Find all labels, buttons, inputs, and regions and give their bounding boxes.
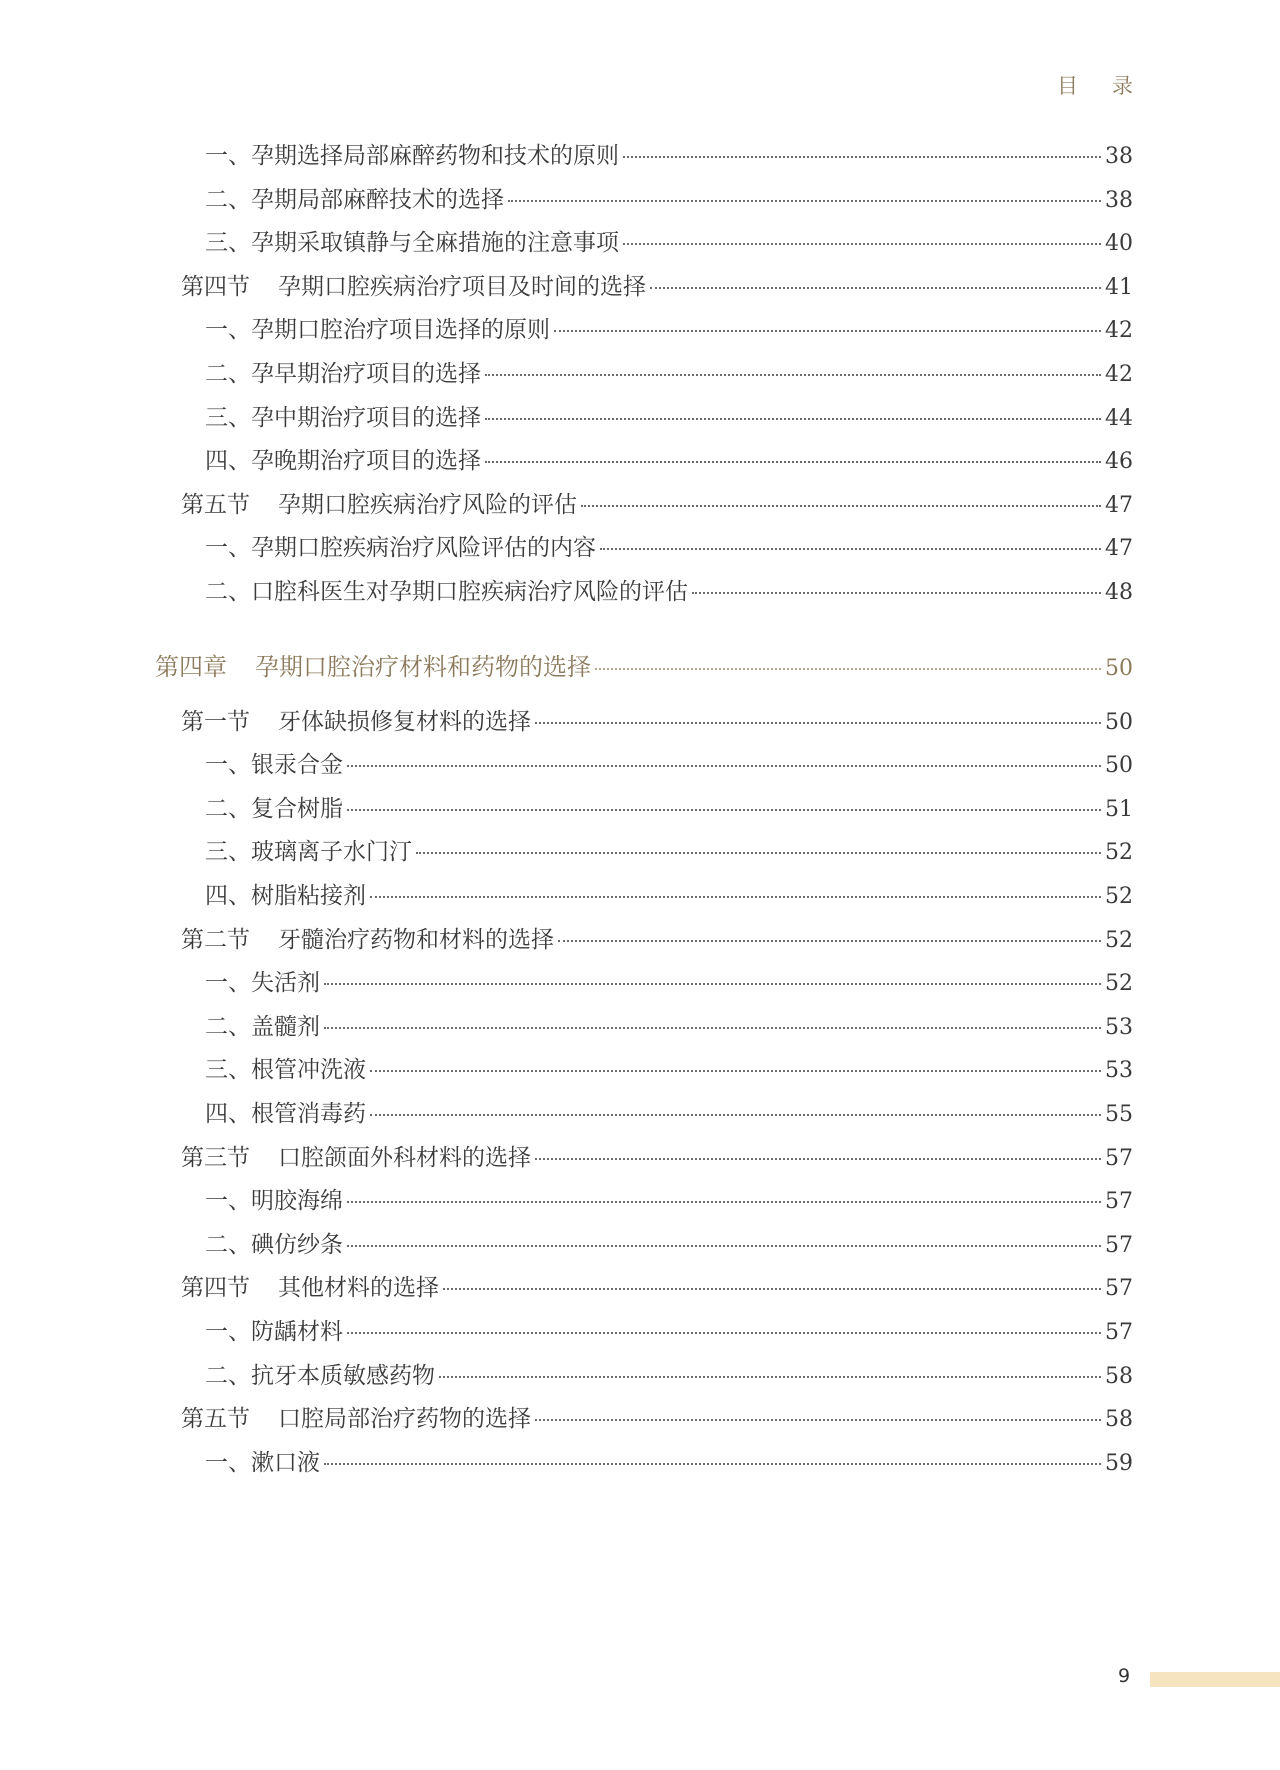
page-number: 9 [1118, 1665, 1131, 1687]
toc-page-number: 47 [1105, 492, 1133, 518]
dot-leader [485, 418, 1101, 420]
toc-entry-title: 三、孕期采取镇静与全麻措施的注意事项 [205, 230, 619, 257]
toc-page-number: 38 [1105, 187, 1133, 213]
toc-entry-title: 三、根管冲洗液 [205, 1057, 366, 1084]
toc-page-number: 38 [1105, 144, 1133, 169]
toc-subsection-entry[interactable] [205, 573, 1133, 613]
toc-subsection-entry[interactable] [205, 399, 1133, 439]
toc-subsection-entry[interactable] [205, 833, 1133, 873]
toc-entry-title [181, 1400, 531, 1433]
toc-page-number: 57 [1105, 1145, 1133, 1171]
toc-entry-title [181, 921, 554, 954]
toc-entry-text: 牙髓治疗药物和材料的选择 [278, 926, 554, 953]
toc-page-number: 46 [1105, 449, 1133, 475]
dot-leader [347, 765, 1101, 767]
toc-subsection-entry[interactable] [205, 442, 1133, 482]
toc-entry-title: 二、孕早期治疗项目的选择 [205, 361, 481, 387]
toc-page-number: 42 [1105, 362, 1133, 387]
toc-subsection-entry[interactable] [205, 1182, 1133, 1222]
dot-leader [554, 330, 1101, 332]
running-header: 目录 [1057, 74, 1167, 98]
dot-leader [600, 548, 1101, 550]
toc-page-number: 52 [1105, 927, 1133, 953]
toc-chapter-entry[interactable] [155, 647, 1133, 687]
dot-leader [623, 243, 1101, 245]
toc-entry-title: 二、抗牙本质敏感药物 [205, 1362, 435, 1389]
toc-subsection-entry[interactable] [205, 137, 1133, 177]
toc-section-entry[interactable] [181, 268, 1133, 308]
toc-entry-number: 第三节 [181, 1144, 250, 1171]
toc-subsection-entry[interactable] [205, 355, 1133, 395]
toc-entry-title [181, 703, 531, 736]
toc-entry-text: 口腔局部治疗药物的选择 [278, 1406, 531, 1433]
dot-leader [439, 1376, 1101, 1378]
toc-entry-number: 第四节 [181, 273, 250, 300]
toc-entry-title: 四、树脂粘接剂 [205, 883, 366, 909]
toc-page-number: 57 [1105, 1232, 1133, 1258]
toc-page-number: 57 [1105, 1189, 1133, 1215]
toc-page-number: 52 [1105, 840, 1133, 866]
toc-page-number: 47 [1105, 536, 1133, 562]
toc-entry-title [181, 268, 646, 301]
toc-subsection-entry[interactable] [205, 1051, 1133, 1091]
toc-page-number: 55 [1105, 1102, 1133, 1127]
toc-page-number: 42 [1105, 318, 1133, 344]
toc-entry-title [181, 1139, 531, 1172]
toc-page-number: 44 [1105, 405, 1133, 431]
dot-leader [692, 592, 1101, 594]
dot-leader [370, 896, 1101, 898]
toc-entry-number: 第四节 [181, 1275, 250, 1302]
dot-leader [324, 983, 1101, 985]
toc-entry-title: 一、失活剂 [205, 970, 320, 997]
toc-subsection-entry[interactable] [205, 1226, 1133, 1266]
toc-subsection-entry[interactable] [205, 529, 1133, 569]
toc-entry-number: 第一节 [181, 708, 250, 735]
dot-leader [347, 1201, 1101, 1203]
toc-page-number: 53 [1105, 1014, 1133, 1040]
toc-section-entry[interactable] [181, 1139, 1133, 1179]
dot-leader [324, 1463, 1101, 1465]
toc-entry-text: 孕期口腔治疗材料和药物的选择 [255, 652, 591, 681]
toc-entry-number: 第五节 [181, 491, 250, 518]
toc-subsection-entry[interactable] [205, 877, 1133, 917]
dot-leader [324, 1027, 1101, 1029]
dot-leader [370, 1114, 1101, 1116]
toc-entry-title: 四、根管消毒药 [205, 1101, 366, 1127]
toc-entry-title: 一、漱口液 [205, 1449, 320, 1476]
toc-entry-title: 三、孕中期治疗项目的选择 [205, 404, 481, 431]
toc-entry-title [181, 486, 577, 519]
toc-entry-title: 二、复合树脂 [205, 795, 343, 822]
toc-section-entry[interactable] [181, 921, 1133, 961]
toc-entry-text: 其他材料的选择 [278, 1275, 439, 1302]
toc-entry-text: 口腔颌面外科材料的选择 [278, 1144, 531, 1171]
toc-section-entry[interactable] [181, 1400, 1133, 1440]
toc-entry-title [181, 1269, 439, 1302]
toc-entry-title: 一、明胶海绵 [205, 1188, 343, 1215]
toc-section-entry[interactable] [181, 703, 1133, 743]
toc-page-number: 59 [1105, 1450, 1133, 1476]
dot-leader [485, 374, 1101, 376]
dot-leader [370, 1070, 1101, 1072]
toc-entry-title: 一、防龋材料 [205, 1319, 343, 1345]
toc-entry-title: 二、口腔科医生对孕期口腔疾病治疗风险的评估 [205, 579, 688, 605]
toc-entry-title: 三、玻璃离子水门汀 [205, 839, 412, 866]
dot-leader [347, 1245, 1101, 1247]
toc-page-number: 48 [1105, 580, 1133, 605]
toc-section-entry[interactable] [181, 486, 1133, 526]
dot-leader [535, 722, 1101, 724]
toc-entry-number: 第四章 [155, 652, 227, 681]
toc-page-number: 50 [1105, 753, 1133, 779]
toc-subsection-entry[interactable] [205, 790, 1133, 830]
toc-page-number: 51 [1105, 796, 1133, 822]
toc-page-number: 53 [1105, 1058, 1133, 1084]
toc-subsection-entry[interactable] [205, 964, 1133, 1004]
toc-subsection-entry[interactable] [205, 311, 1133, 351]
toc-page-number: 58 [1105, 1407, 1133, 1433]
toc-page-number: 52 [1105, 971, 1133, 997]
toc-subsection-entry[interactable] [205, 1357, 1133, 1397]
dot-leader [535, 1158, 1101, 1160]
toc-entry-title: 一、孕期选择局部麻醉药物和技术的原则 [205, 143, 619, 169]
toc-entry-number: 第二节 [181, 926, 250, 953]
toc-subsection-entry[interactable] [205, 746, 1133, 786]
toc-entry-title: 二、碘仿纱条 [205, 1231, 343, 1258]
toc-subsection-entry[interactable] [205, 224, 1133, 264]
toc-subsection-entry[interactable] [205, 1095, 1133, 1135]
toc-page-number: 57 [1105, 1276, 1133, 1302]
toc-entry-title: 一、孕期口腔治疗项目选择的原则 [205, 317, 550, 344]
toc-subsection-entry[interactable] [205, 181, 1133, 221]
toc-page-number: 41 [1105, 274, 1133, 300]
toc-subsection-entry[interactable] [205, 1313, 1133, 1353]
dot-leader [416, 852, 1101, 854]
dot-leader [595, 668, 1101, 670]
dot-leader [535, 1419, 1101, 1421]
toc-entry-text: 孕期口腔疾病治疗项目及时间的选择 [278, 273, 646, 300]
toc-entry-title: 一、孕期口腔疾病治疗风险评估的内容 [205, 535, 596, 562]
toc-page-number: 50 [1105, 709, 1133, 735]
dot-leader [558, 940, 1101, 942]
dot-leader [508, 200, 1101, 202]
toc-page-number: 57 [1105, 1320, 1133, 1345]
toc-entry-title: 四、孕晚期治疗项目的选择 [205, 448, 481, 475]
dot-leader [581, 505, 1101, 507]
toc-page-number: 58 [1105, 1363, 1133, 1389]
dot-leader [347, 1332, 1101, 1334]
toc-section-entry[interactable] [181, 1269, 1133, 1309]
toc-subsection-entry[interactable] [205, 1008, 1133, 1048]
toc-page-number: 50 [1105, 655, 1133, 681]
dot-leader [347, 809, 1101, 811]
dot-leader [623, 156, 1101, 158]
toc-entry-text: 牙体缺损修复材料的选择 [278, 708, 531, 735]
toc-entry-title [155, 647, 591, 682]
toc-entry-title: 二、盖髓剂 [205, 1013, 320, 1040]
toc-subsection-entry[interactable] [205, 1444, 1133, 1484]
dot-leader [443, 1288, 1101, 1290]
dot-leader [650, 287, 1101, 289]
toc-entry-title: 一、银汞合金 [205, 752, 343, 779]
toc-entry-text: 孕期口腔疾病治疗风险的评估 [278, 491, 577, 518]
toc-page-number: 52 [1105, 884, 1133, 909]
page-number-accent-bar [1150, 1672, 1280, 1687]
dot-leader [485, 461, 1101, 463]
toc-page-number: 40 [1105, 231, 1133, 257]
toc-entry-title: 二、孕期局部麻醉技术的选择 [205, 186, 504, 213]
toc-entry-number: 第五节 [181, 1406, 250, 1433]
